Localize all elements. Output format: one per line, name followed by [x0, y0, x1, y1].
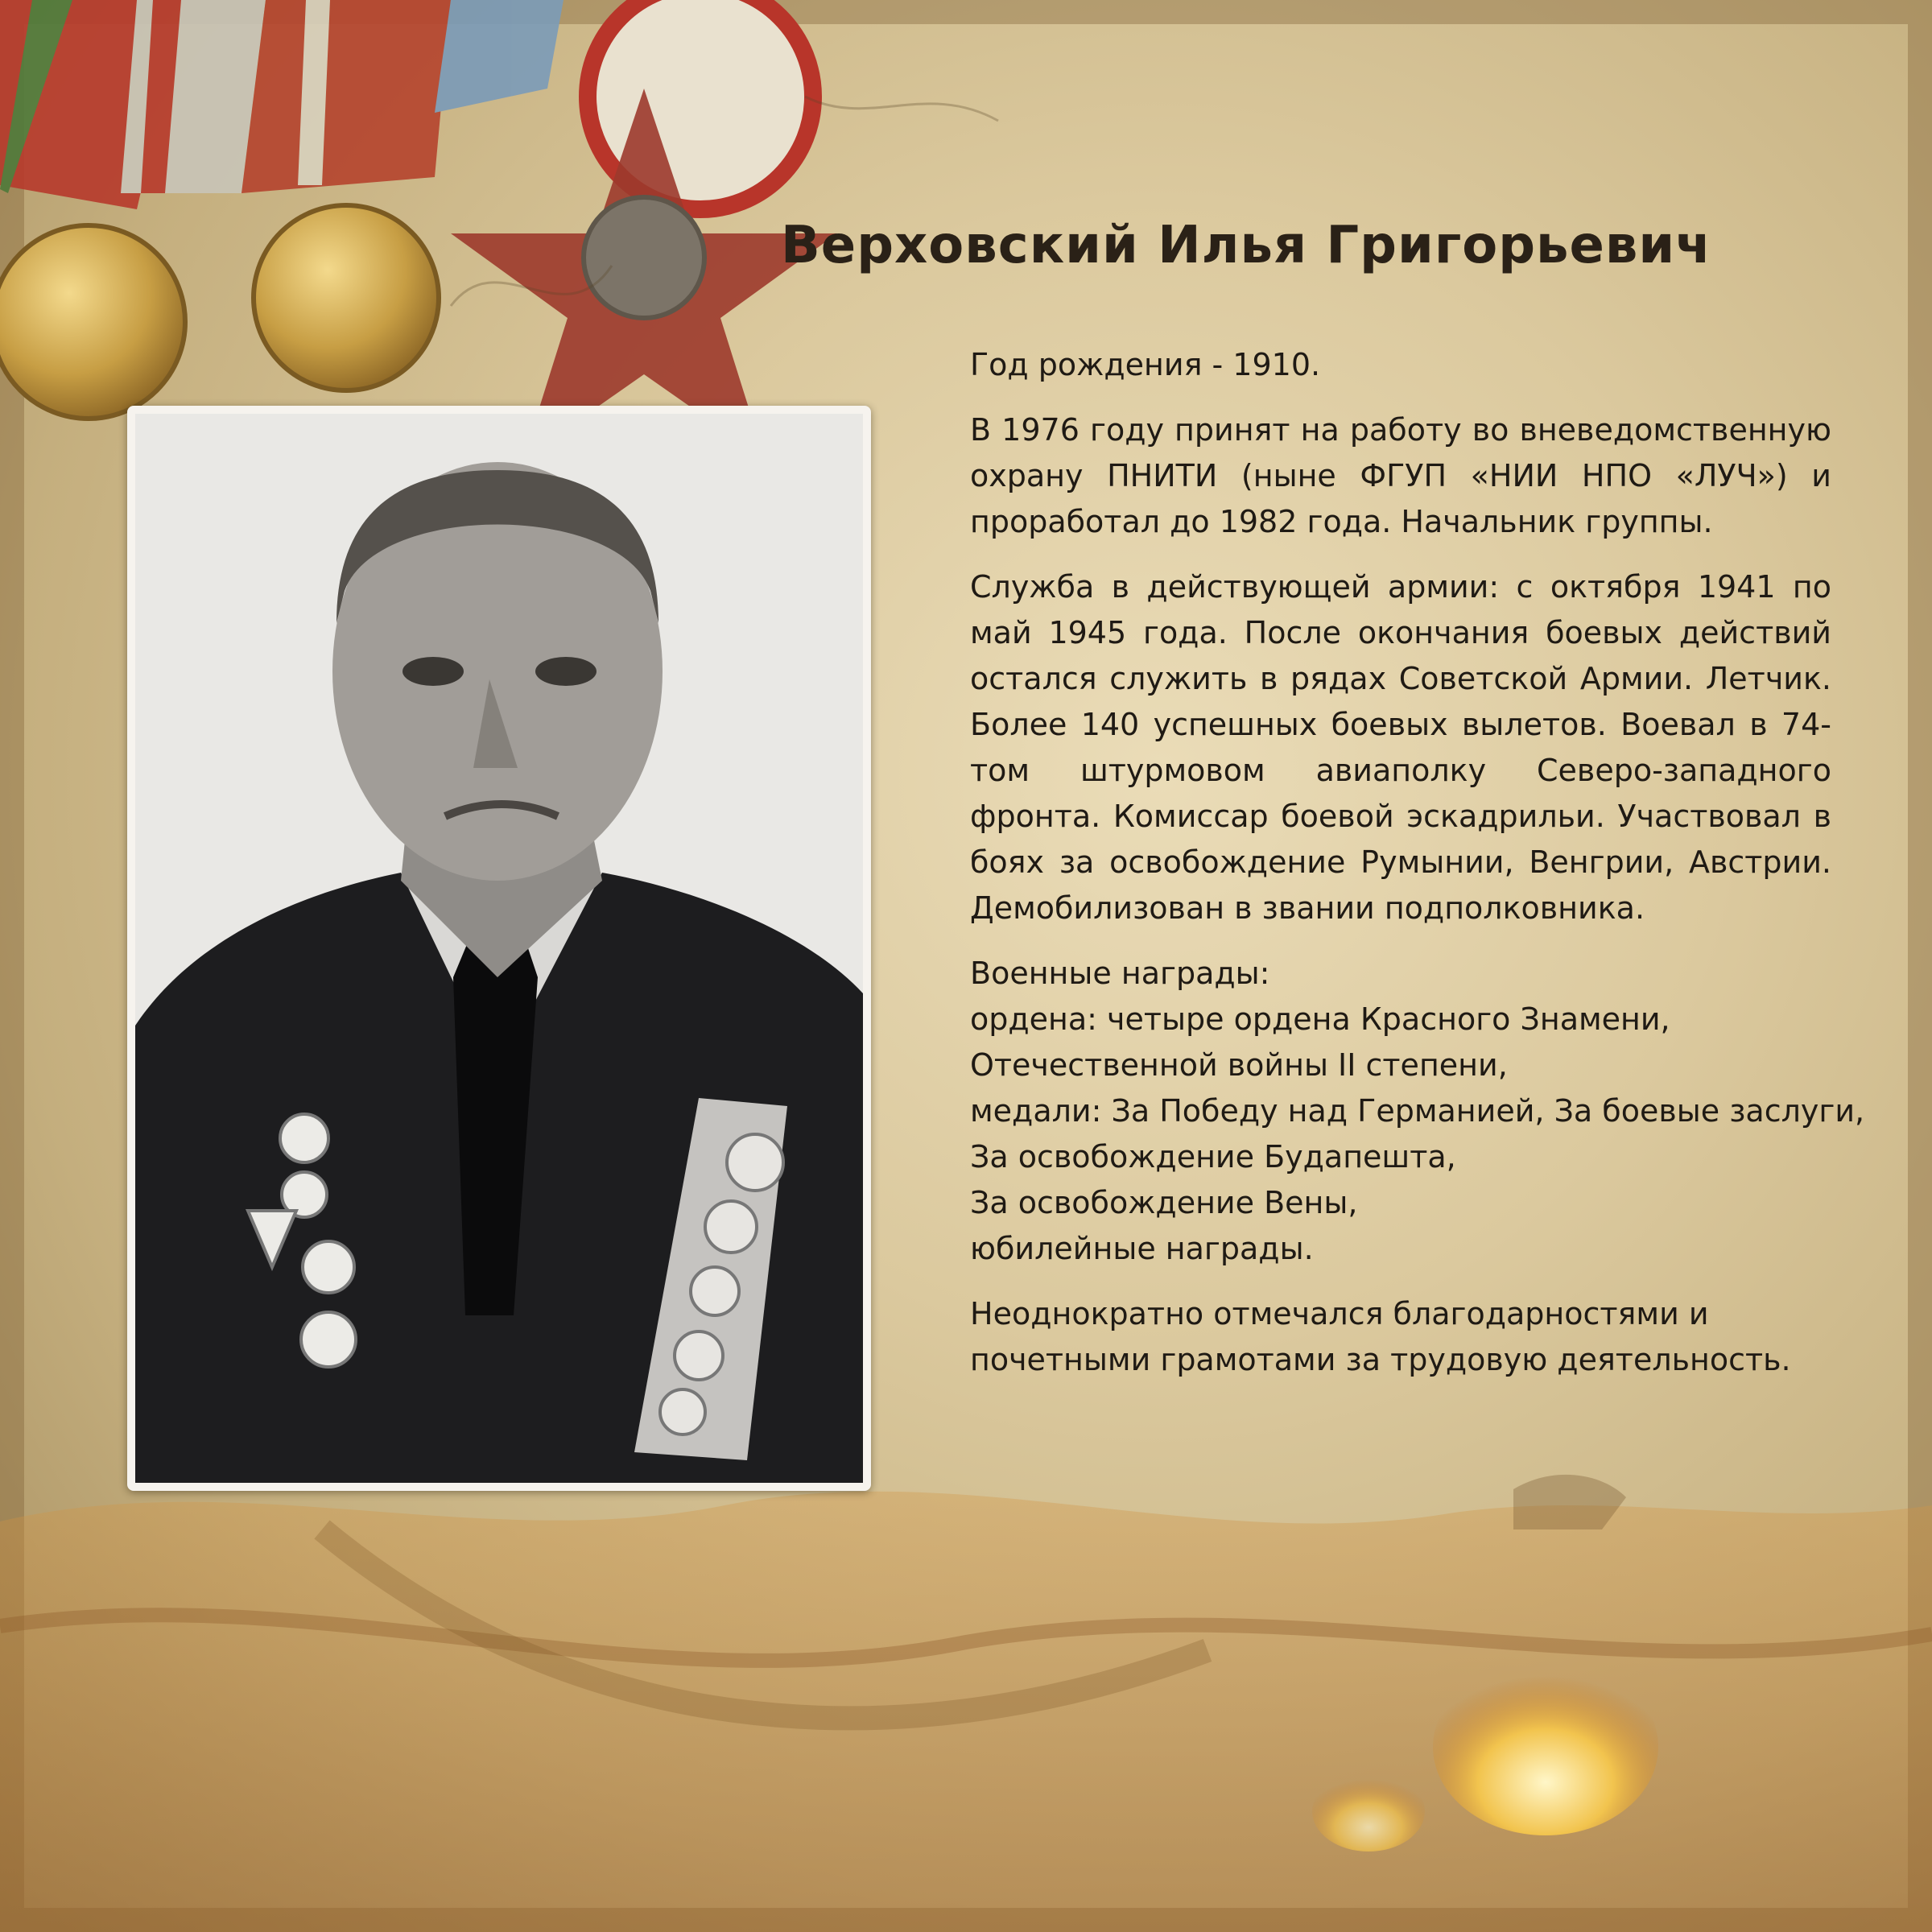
portrait-frame: [127, 406, 871, 1491]
medal-decor: [254, 205, 439, 390]
military-service-text: Служба в действующей армии: с октября 1941 по май 1945 года. После окончания боевых действий остался служить в рядах Советской Армии. Летчик. Более 140 успешных боевых вылетов. Воевал в 74-том штурмовом авиаполку Северо-западного фронта. Комиссар боевой эскадрильи. Участвовал в боях за освобождение Румынии, Венгрии, Австрии. Демобилизован в звании подполковника.: [970, 569, 1831, 926]
awards-heading: Военные награды:: [970, 956, 1270, 991]
awards-line: За освобождение Будапешта,: [970, 1139, 1456, 1174]
awards-line: юбилейные награды.: [970, 1231, 1314, 1266]
awards-line: Отечественной войны II степени,: [970, 1047, 1508, 1083]
biography: [970, 342, 1865, 1402]
work-history-text: В 1976 году принят на работу во вневедомственную охрану ПНИТИ (ныне ФГУП «НИИ НПО «ЛУЧ») и проработал до 1982 года. Начальник группы.: [970, 412, 1831, 539]
honors-text: Неоднократно отмечался благодарностями и почетными грамотами за трудовую деятельность.: [970, 1296, 1791, 1377]
portrait-illustration: [135, 414, 863, 1483]
awards-line: медали: За Победу над Германией, За боевые заслуги,: [970, 1093, 1865, 1129]
portrait-photo: [135, 414, 863, 1483]
awards-line: ордена: четыре ордена Красного Знамени,: [970, 1001, 1670, 1037]
awards-block: [970, 951, 1865, 1272]
ribbon-decor: [0, 0, 564, 209]
medal-decor: [0, 225, 185, 419]
awards-line: За освобождение Вены,: [970, 1185, 1358, 1220]
birth-year-text: Год рождения - 1910.: [970, 347, 1321, 382]
page-title: Верховский Илья Григорьевич: [781, 215, 1712, 275]
